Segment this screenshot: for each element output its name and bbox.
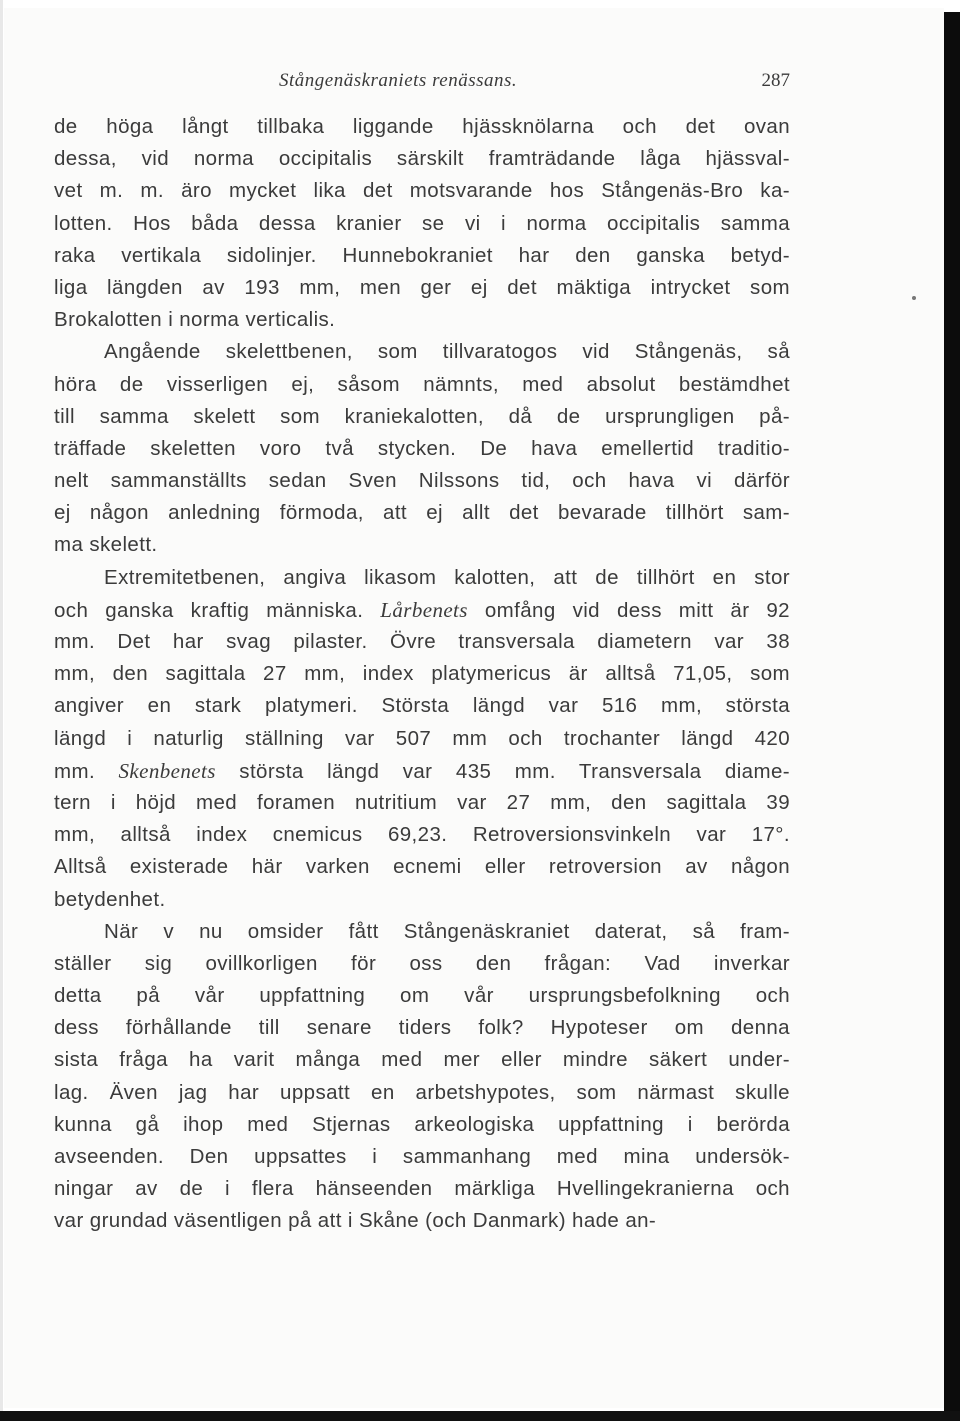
text-line: höra de visserligen ej, såsom nämnts, med absolut bestämdhet — [54, 372, 790, 396]
speck-mark — [912, 296, 916, 300]
text-line: nelt sammanställts sedan Sven Nilssons tid, och hava vi därför — [54, 469, 790, 493]
text-line: betydenhet. — [54, 887, 166, 911]
text-line: kunna gå ihop med Stjernas arkeologiska uppfattning i berörda — [54, 1112, 790, 1136]
text-line: sista fråga ha varit många med mer eller mindre säkert under- — [54, 1048, 790, 1072]
text-line: ma skelett. — [54, 533, 158, 557]
text-segment: omfång vid dess mitt är 92 — [467, 598, 790, 622]
text-line: dessa, vid norma occipitalis särskilt framträdande låga hjässval- — [54, 147, 790, 171]
text-line: Brokalotten i norma verticalis. — [54, 308, 336, 332]
text-line: Angående skelettbenen, som tillvaratogos vid Stångenäs, så — [104, 340, 790, 364]
text-line: raka vertikala sidolinjer. Hunnebokraniet har den ganska betyd- — [54, 243, 790, 267]
text-line: angiver en stark platymeri. Största längd var 516 mm, största — [54, 694, 790, 718]
text-line: Alltså existerade här varken ecnemi eller retroversion av någon — [54, 855, 790, 879]
text-line: tern i höjd med foramen nutritium var 27 mm, den sagittala 39 — [54, 790, 790, 814]
scan-right-border — [944, 12, 960, 1421]
page-header — [54, 70, 790, 100]
text-line: träffade skeletten voro två stycken. De hava emellertid traditio- — [54, 436, 790, 460]
text-line: ställer sig ovillkorligen för oss den frågan: Vad inverkar — [54, 951, 790, 975]
text-line: liga längden av 193 mm, men ger ej det mäktiga intrycket som — [54, 275, 790, 299]
page-number: 287 — [761, 70, 790, 91]
text-line: längd i naturlig ställning var 507 mm och trochanter längd 420 — [54, 726, 790, 750]
text-line: var grundad väsentligen på att i Skåne (och Danmark) hade an- — [54, 1209, 657, 1233]
scan-left-edge — [0, 0, 3, 1421]
body-text — [54, 111, 790, 1238]
text-line: dess förhållande till senare tiders folk? Hypoteser om denna — [54, 1016, 790, 1040]
running-title: Stångenäskraniets renässans. — [279, 70, 518, 91]
text-line: avseenden. Den uppsattes i sammanhang med mina undersök- — [54, 1145, 790, 1168]
text-line: När v nu omsider fått Stångenäskraniet daterat, så fram- — [104, 919, 790, 943]
text-line: Extremitetbenen, angiva likasom kalotten, att de tillhört en stor — [104, 565, 790, 589]
text-line: detta på vår uppfattning om vår ursprungsbefolkning och — [54, 984, 790, 1008]
text-line: lag. Även jag har uppsatt en arbetshypotes, som närmast skulle — [54, 1080, 790, 1104]
emphasized-term: Lårbenets — [380, 597, 468, 622]
text-line — [54, 755, 790, 787]
text-line: mm, alltså index cnemicus 69,23. Retroversionsvinkeln var 17°. — [54, 823, 790, 847]
text-segment: största längd var 435 mm. Transversala diame- — [215, 759, 790, 783]
text-line: vet m. m. äro mycket lika det motsvarande hos Stångenäs-Bro ka- — [54, 179, 790, 203]
text-segment: mm. — [54, 759, 119, 783]
text-line: mm, den sagittala 27 mm, index platymericus är alltså 71,05, som — [54, 662, 790, 686]
scan-bottom-border — [0, 1411, 960, 1421]
text-line: till samma skelett som kraniekalotten, då de ursprungligen på- — [54, 404, 790, 428]
text-line — [54, 594, 790, 626]
text-line: de höga långt tillbaka liggande hjässknölarna och det ovan — [54, 115, 790, 138]
text-line: lotten. Hos båda dessa kranier se vi i norma occipitalis samma — [54, 211, 790, 235]
text-line: mm. Det har svag pilaster. Övre transversala diametern var 38 — [54, 630, 790, 653]
text-segment: och ganska kraftig människa. — [54, 598, 381, 622]
text-line: ej någon anledning förmoda, att ej allt det bevarade tillhört sam- — [54, 501, 790, 525]
emphasized-term: Skenbenets — [118, 758, 216, 783]
text-line: ningar av de i flera hänseenden märkliga Hvellingekranierna och — [54, 1177, 790, 1201]
